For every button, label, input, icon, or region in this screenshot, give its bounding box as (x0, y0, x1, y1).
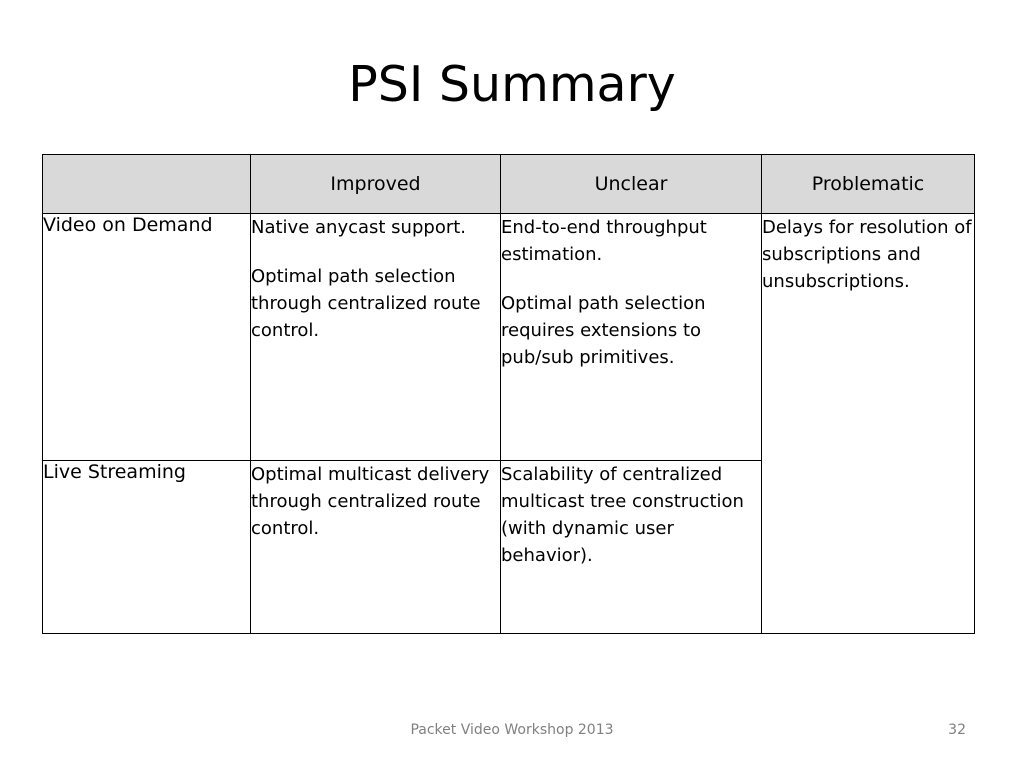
cell-live-improved (251, 461, 501, 634)
column-header-blank (43, 155, 251, 214)
cell-vod-unclear-item-2: Optimal path selection requires extensions to pub/sub primitives. (501, 293, 706, 368)
cell-live-improved-item-1: Optimal multicast delivery through centralized route control. (251, 464, 490, 539)
page-title: PSI Summary (348, 56, 676, 113)
cell-live-unclear-item-1: Scalability of centralized multicast tree construction (with dynamic user behavior). (501, 464, 744, 566)
psi-summary-table (42, 154, 975, 634)
cell-live-unclear (501, 461, 762, 634)
row-label-video-on-demand: Video on Demand (43, 214, 251, 461)
cell-vod-improved (251, 214, 501, 461)
cell-problematic-text: Delays for resolution of subscriptions and unsubscriptions. (762, 217, 972, 292)
column-header-unclear: Unclear (501, 155, 762, 214)
cell-vod-improved-item-2: Optimal path selection through centralized route control. (251, 266, 481, 341)
cell-problematic-merged (762, 214, 975, 634)
slide-footer-text: Packet Video Workshop 2013 (410, 722, 614, 738)
table-header-row (43, 155, 975, 214)
row-label-live-streaming: Live Streaming (43, 461, 251, 634)
column-header-problematic: Problematic (762, 155, 975, 214)
table-row (43, 214, 975, 461)
column-header-improved: Improved (251, 155, 501, 214)
cell-vod-unclear-item-1: End-to-end throughput estimation. (501, 217, 707, 265)
cell-vod-improved-item-1: Native anycast support. (251, 217, 467, 238)
cell-vod-unclear (501, 214, 762, 461)
slide-page-number: 32 (948, 722, 966, 738)
psi-summary-table-container (42, 154, 974, 634)
